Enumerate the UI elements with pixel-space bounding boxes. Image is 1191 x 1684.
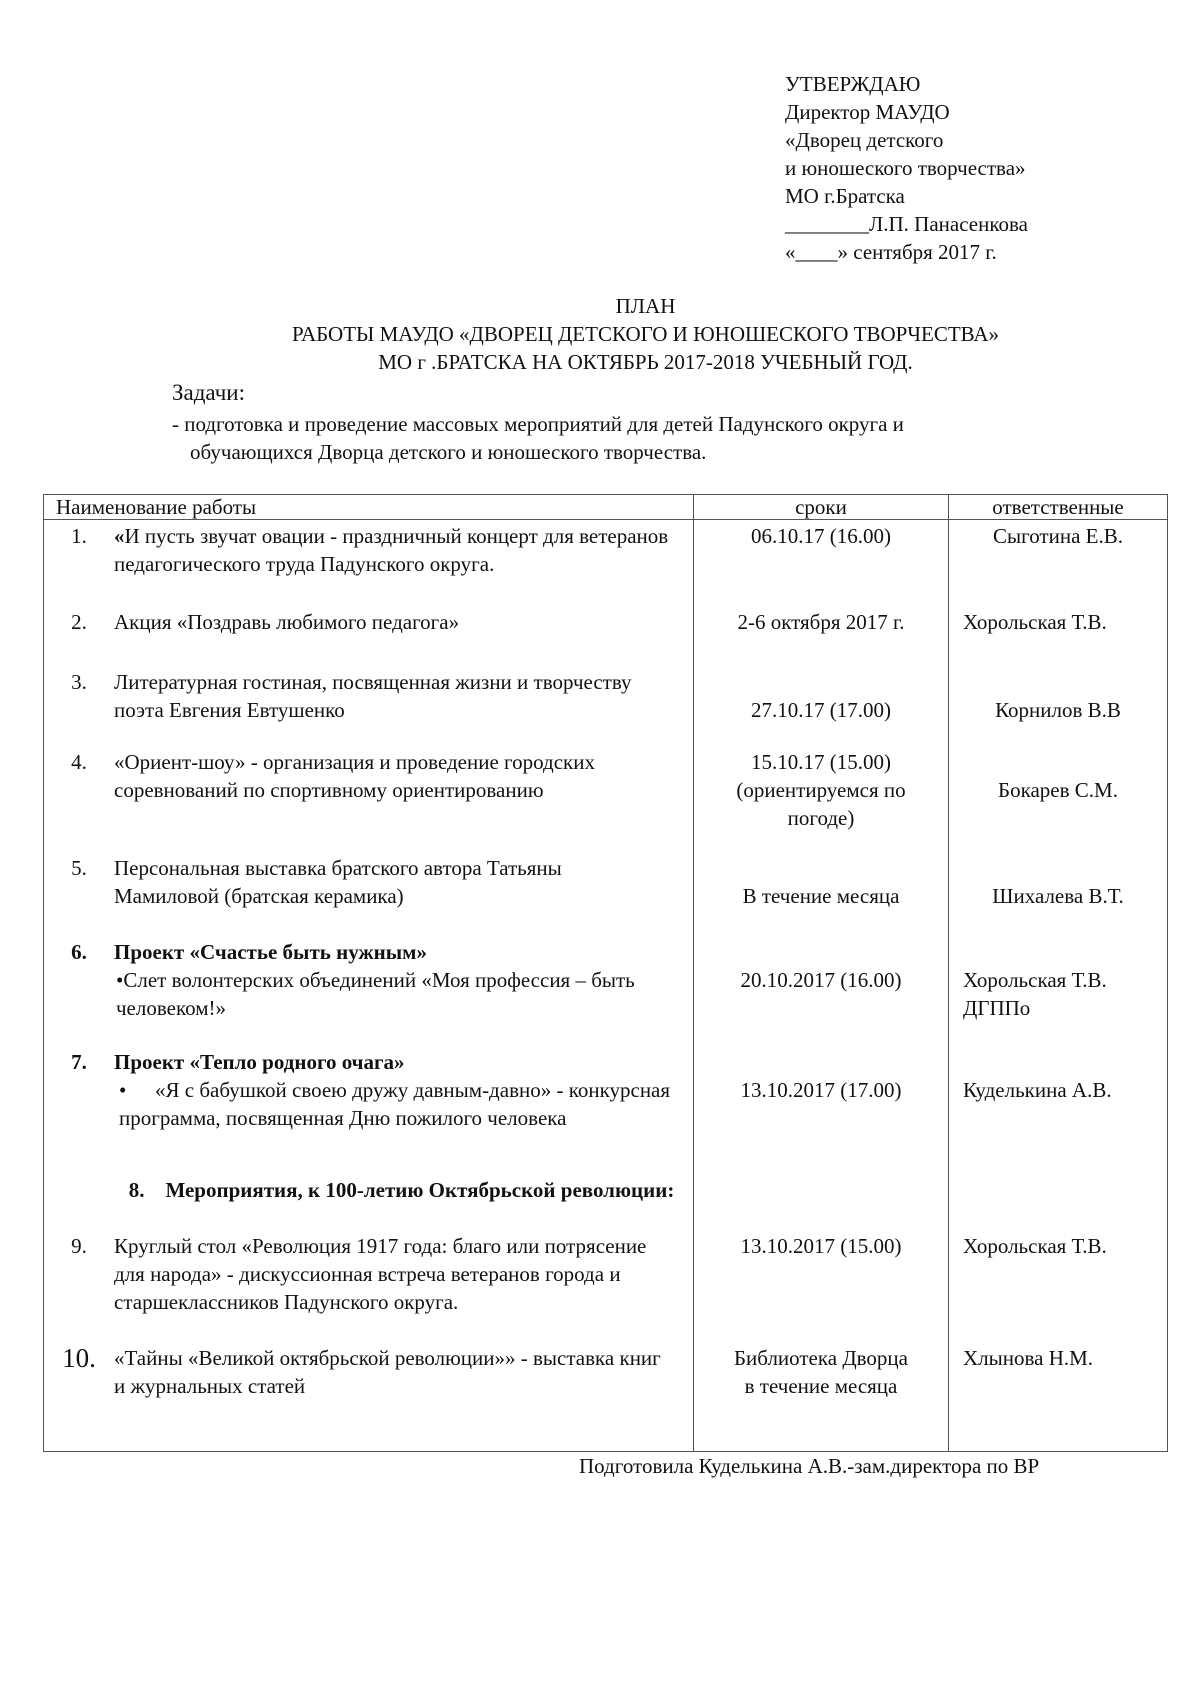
- bullet-dot-icon: •: [119, 1077, 127, 1102]
- row-text-rest: И пусть звучат овации - праздничный концерт для ветеранов педагогического труда Падунского округа.: [114, 524, 669, 576]
- row-text: Круглый стол «Революция 1917 года: благо или потрясение для народа» - дискуссионная встреча ветеранов города и старшеклассников Падунского округа.: [114, 1233, 647, 1314]
- approval-line: и юношеского творчества»: [785, 156, 1026, 180]
- row-responsible-line: Хорольская Т.В.: [963, 967, 1107, 992]
- row-number: 7.: [71, 1049, 87, 1074]
- row-number: 1.: [71, 524, 87, 548]
- row-date: В течение месяца: [694, 846, 949, 934]
- row-number: 9.: [71, 1233, 87, 1258]
- row-responsible: Шихалева В.Т.: [949, 846, 1168, 934]
- table-row: [44, 1344, 1168, 1452]
- row-responsible: Куделькина А.В.: [949, 1044, 1168, 1174]
- title-line-2: РАБОТЫ МАУДО «ДВОРЕЦ ДЕТСКОГО И ЮНОШЕСКОГО ТВОРЧЕСТВА»: [291, 322, 1000, 346]
- table-header-row: [44, 495, 1168, 520]
- bullet-dot-icon: •: [116, 967, 124, 992]
- table-row: [44, 1044, 1168, 1174]
- row-bullet-text: Слет волонтерских объединений «Моя профессия – быть человеком!»: [116, 967, 635, 1020]
- row-number: 6.: [71, 939, 87, 964]
- row-number: 5.: [71, 855, 87, 880]
- table-row: [44, 660, 1168, 740]
- row-responsible: Хорольская Т.В.: [949, 602, 1168, 660]
- row-responsible: Хорольская Т.В.: [949, 1232, 1168, 1344]
- title-line-3: МО г .БРАТСКА НА ОКТЯБРЬ 2017-2018 УЧЕБНЫЙ ГОД.: [378, 350, 913, 374]
- row-bullet-text: «Я с бабушкой своею дружу давным-давно» - конкурсная программа, посвященная Дню пожилого человека: [119, 1077, 671, 1130]
- row-date: 27.10.17 (17.00): [694, 660, 949, 740]
- row-number: 10.: [62, 1342, 96, 1373]
- row-bullet: [44, 1076, 693, 1132]
- row-date-line: 15.10.17 (15.00): [751, 749, 891, 774]
- tasks-line-1: - подготовка и проведение массовых мероприятий для детей Падунского округа и: [172, 412, 904, 436]
- row-date: [694, 740, 949, 846]
- row-text: «Тайны «Великой октябрьской революции»» - выставка книг и журнальных статей: [114, 1345, 661, 1398]
- row-text: Литературная гостиная, посвященная жизни и творчеству поэта Евгения Евтушенко: [114, 669, 632, 722]
- row-date-line: погоде): [787, 805, 855, 830]
- table-row: [44, 934, 1168, 1044]
- row-date: 13.10.2017 (17.00): [694, 1044, 949, 1174]
- row-number: 2.: [71, 609, 87, 634]
- row-date: [694, 1344, 949, 1452]
- row-title: Мероприятия, к 100-летию Октябрьской революции:: [165, 1177, 675, 1202]
- row-date-line: Библиотека Дворца: [733, 1345, 908, 1370]
- row-title: Проект «Тепло родного очага»: [114, 1049, 405, 1074]
- header-name: Наименование работы: [44, 495, 694, 520]
- approval-line: УТВЕРЖДАЮ: [785, 72, 921, 96]
- table-row: [44, 846, 1168, 934]
- approval-line: «____» сентября 2017 г.: [785, 240, 997, 264]
- approval-line: Директор МАУДО: [785, 100, 950, 124]
- header-dates: сроки: [694, 495, 949, 520]
- row-number: 3.: [71, 669, 87, 694]
- row-responsible: [949, 934, 1168, 1044]
- row-text: Персональная выставка братского автора Татьяны Мамиловой (братская керамика): [114, 855, 562, 908]
- table-row: [44, 602, 1168, 660]
- row-text: Акция «Поздравь любимого педагога»: [114, 609, 460, 634]
- tasks-heading: Задачи:: [172, 380, 245, 405]
- approval-line: ________Л.П. Панасенкова: [785, 212, 1028, 236]
- row-number: 4.: [71, 749, 87, 774]
- row-date: 06.10.17 (16.00): [694, 520, 949, 602]
- row-responsible: Корнилов В.В: [949, 660, 1168, 740]
- title-line-1: ПЛАН: [615, 294, 676, 318]
- approval-block: [785, 70, 1028, 266]
- row-date-line: в течение месяца: [744, 1373, 898, 1398]
- row-responsible-line: ДГППо: [963, 995, 1031, 1020]
- row-responsible: Бокарев С.М.: [949, 740, 1168, 846]
- plan-table: [43, 494, 1168, 1452]
- row-number: 8.: [128, 1177, 145, 1202]
- row-text: «Ориент-шоу» - организация и проведение городских соревнований по спортивному ориентированию: [114, 749, 595, 802]
- row-date-line: (ориентируемся по: [736, 777, 906, 802]
- document-title: [0, 292, 1191, 376]
- header-responsible: ответственные: [949, 495, 1168, 520]
- approval-line: «Дворец детского: [785, 128, 944, 152]
- tasks-line-2: обучающихся Дворца детского и юношеского творчества.: [190, 440, 707, 464]
- row-title: Проект «Счастье быть нужным»: [114, 939, 427, 964]
- row-responsible: Хлынова Н.М.: [949, 1344, 1168, 1452]
- row-text: [114, 522, 669, 578]
- row-date: 13.10.2017 (15.00): [694, 1232, 949, 1344]
- table-row: [44, 520, 1168, 602]
- row-date: 20.10.2017 (16.00): [694, 934, 949, 1044]
- table-row: [44, 740, 1168, 846]
- row-text-bold-quote: «: [114, 524, 125, 548]
- approval-line: МО г.Братска: [785, 184, 905, 208]
- row-date: 2-6 октября 2017 г.: [694, 602, 949, 660]
- row-responsible: Сыготина Е.В.: [949, 520, 1168, 602]
- table-row: [44, 1232, 1168, 1344]
- tasks-text: [172, 410, 904, 466]
- row-section-title: [44, 1176, 679, 1204]
- footer-prepared-by: Подготовила Куделькина А.В.-зам.директора по ВР: [579, 1454, 1040, 1478]
- row-bullet: [44, 966, 693, 1022]
- table-row: [44, 1174, 1168, 1232]
